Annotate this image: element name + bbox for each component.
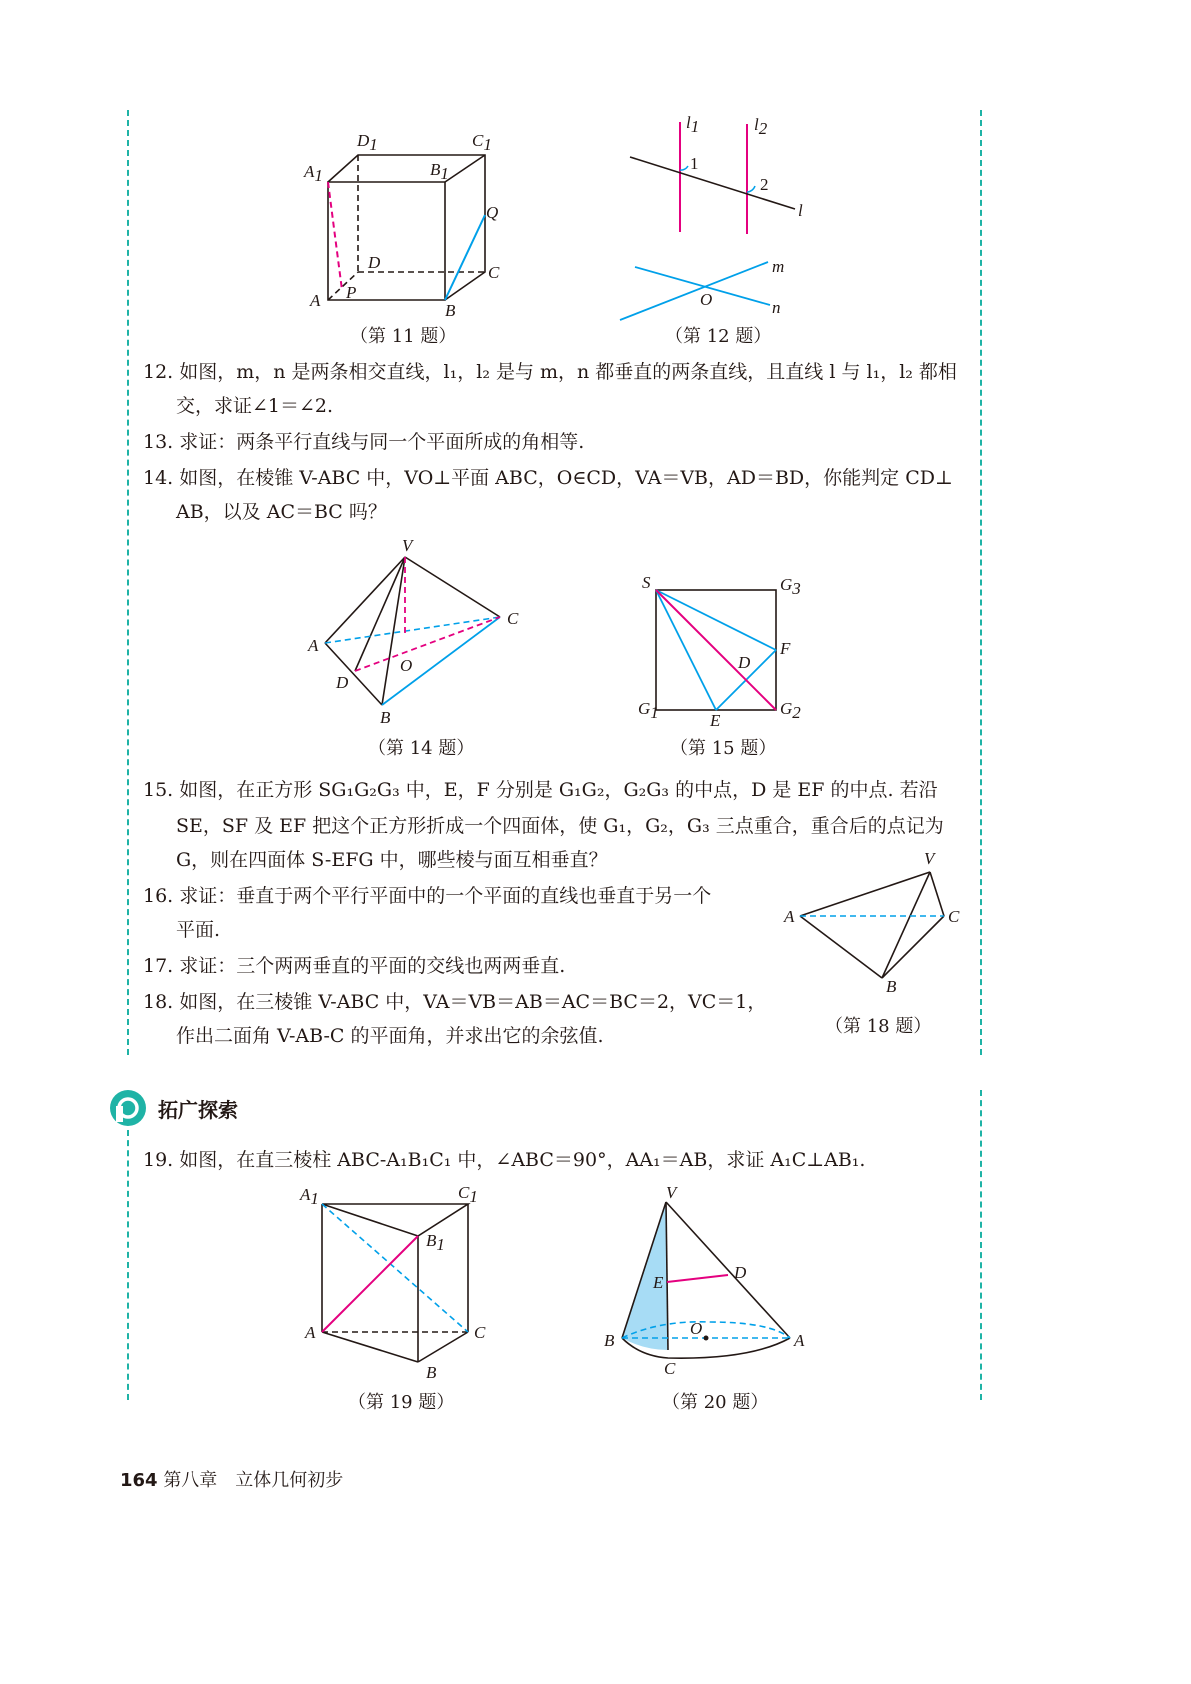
figure-19-prism (300, 1183, 500, 1382)
figure-11-cube (300, 130, 500, 320)
figure-15-caption: （第 15 题） (670, 738, 777, 759)
problem-15-line3: G，则在四面体 S-EFG 中，哪些棱与面互相垂直？ (176, 849, 608, 871)
f12-label-n: n (772, 298, 781, 317)
problem-17: 17. 求证：三个两两垂直的平面的交线也两两垂直. (143, 955, 566, 977)
f14-label-b: B (380, 708, 391, 727)
f18-label-b: B (886, 977, 897, 996)
f12-label-l2: l2 (754, 115, 768, 138)
problem-16-line2: 平面. (176, 919, 221, 941)
explore-badge-icon (108, 1088, 148, 1128)
figure-14-caption: （第 14 题） (368, 738, 475, 759)
f20-label-c: C (664, 1359, 676, 1378)
f14-label-a: A (308, 636, 319, 655)
right-margin-rule-bottom (980, 1090, 982, 1400)
f15-label-g2: G2 (780, 699, 801, 722)
f11-label-c: C (488, 263, 500, 282)
f11-label-b: B (445, 301, 456, 320)
figure-18-caption: （第 18 题） (825, 1016, 932, 1037)
figure-12-caption: （第 12 题） (665, 326, 772, 347)
f11-label-d: D (368, 253, 381, 272)
f19-label-a1: A1 (300, 1185, 319, 1208)
right-margin-rule-top (980, 110, 982, 1055)
f19-label-b: B (426, 1363, 437, 1382)
f12-label-m: m (772, 257, 785, 276)
chapter-title: 第八章 立体几何初步 (163, 1470, 344, 1491)
f11-label-c1: C1 (472, 131, 492, 154)
section-title: 拓广探索 (158, 1098, 238, 1122)
f14-label-d: D (336, 673, 349, 692)
f15-label-g1: G1 (638, 699, 659, 722)
f20-label-b: B (604, 1331, 615, 1350)
page-number: 164 (120, 1470, 158, 1491)
f15-label-s: S (642, 573, 651, 592)
f11-label-q: Q (486, 203, 499, 222)
f20-label-d: D (734, 1263, 747, 1282)
problem-16-line1: 16. 求证：垂直于两个平行平面中的一个平面的直线也垂直于另一个 (143, 885, 712, 907)
f18-label-v: V (924, 849, 935, 868)
f18-label-c: C (948, 907, 960, 926)
f14-label-v: V (402, 536, 413, 555)
f14-label-c: C (507, 609, 519, 628)
left-margin-rule-top (127, 110, 129, 1055)
left-margin-rule-bottom (127, 1130, 129, 1400)
f12-label-l1: l1 (686, 113, 700, 136)
problem-14-line1: 14. 如图，在棱锥 V-ABC 中，VO⊥平面 ABC，O∈CD，VA＝VB，AD＝BD，你能判定 CD⊥ (143, 467, 953, 489)
problem-12-line1: 12. 如图，m，n 是两条相交直线，l₁，l₂ 是与 m，n 都垂直的两条直线，且直线 l 与 l₁，l₂ 都相 (143, 361, 957, 383)
figure-18-tetrahedron (782, 850, 972, 1000)
problem-15-line2: SE，SF 及 EF 把这个正方形折成一个四面体，使 G₁，G₂，G₃ 三点重合，重合后的点记为 (176, 815, 944, 837)
f15-label-e: E (710, 711, 721, 730)
figure-19-caption: （第 19 题） (348, 1392, 455, 1413)
f11-label-d1: D1 (357, 131, 378, 154)
f15-label-g3: G3 (780, 575, 801, 598)
figure-20-caption: （第 20 题） (662, 1392, 769, 1413)
f14-label-o: O (400, 656, 413, 675)
problem-14-line2: AB，以及 AC＝BC 吗？ (176, 501, 387, 523)
f20-label-v: V (666, 1183, 677, 1202)
figure-15-square (638, 572, 828, 732)
f11-label-p: P (346, 283, 357, 302)
f15-label-f: F (780, 639, 791, 658)
f11-label-b1: B1 (430, 160, 449, 183)
f11-label-a1: A1 (304, 162, 323, 185)
problem-18-line2: 作出二面角 V-AB-C 的平面角，并求出它的余弦值. (176, 1025, 604, 1047)
f19-label-c1: C1 (458, 1183, 478, 1206)
f12-label-angle1: 1 (690, 154, 699, 173)
f12-label-angle2: 2 (760, 175, 769, 194)
figure-12-lines (620, 112, 820, 322)
f12-label-l: l (798, 201, 803, 220)
problem-15-line1: 15. 如图，在正方形 SG₁G₂G₃ 中，E，F 分别是 G₁G₂，G₂G₃ 的中点，D 是 EF 的中点. 若沿 (143, 779, 938, 801)
f12-label-o: O (700, 290, 713, 309)
f20-label-e: E (653, 1273, 664, 1292)
f20-label-o: O (690, 1319, 703, 1338)
page-footer (120, 1466, 343, 1492)
problem-13: 13. 求证：两条平行直线与同一个平面所成的角相等. (143, 431, 585, 453)
figure-20-cone (600, 1182, 820, 1382)
f19-label-b1: B1 (426, 1231, 445, 1254)
figure-14-pyramid (300, 535, 540, 725)
f19-label-a: A (305, 1323, 316, 1342)
f19-label-c: C (474, 1323, 486, 1342)
problem-19: 19. 如图，在直三棱柱 ABC-A₁B₁C₁ 中，∠ABC＝90°，AA₁＝AB，求证 A₁C⊥AB₁. (143, 1149, 866, 1171)
problem-12-line2: 交，求证∠1＝∠2. (176, 395, 334, 417)
f20-label-a: A (794, 1331, 805, 1350)
figure-11-caption: （第 11 题） (350, 326, 457, 347)
f15-label-d: D (738, 653, 751, 672)
problem-18-line1: 18. 如图，在三棱锥 V-ABC 中，VA＝VB＝AB＝AC＝BC＝2，VC＝1， (143, 991, 767, 1013)
f18-label-a: A (784, 907, 795, 926)
f11-label-a: A (310, 291, 321, 310)
